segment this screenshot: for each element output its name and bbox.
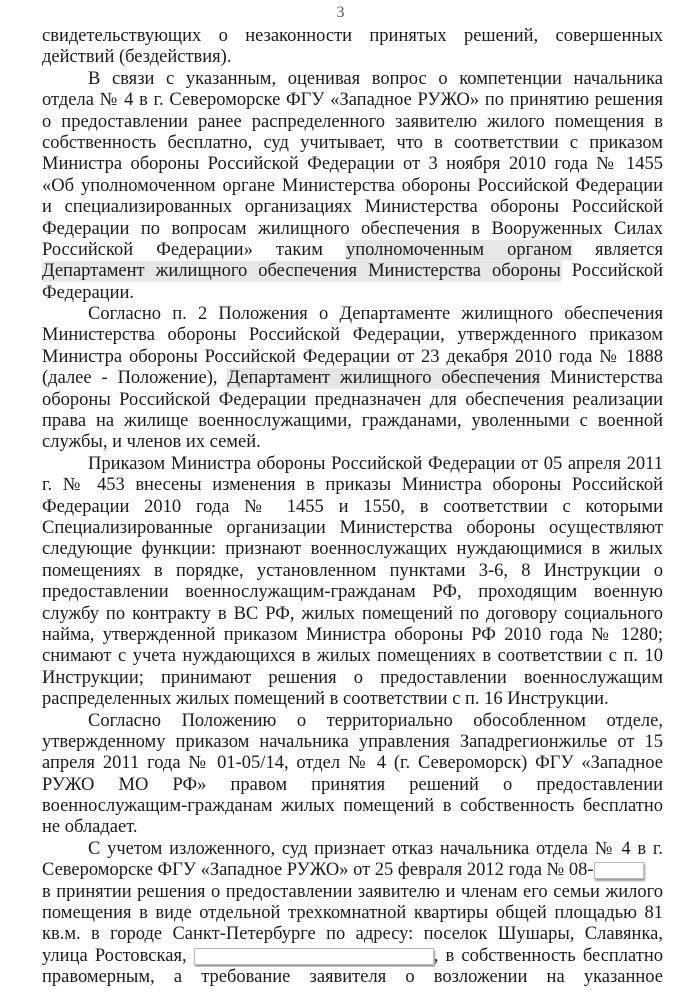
- text-line: [42, 625, 663, 646]
- text-segment: помещения в виде отдельной трехкомнатной квартиры общей площадью 81: [42, 903, 663, 924]
- text-segment: Министра обороны Российской Федерации от 3 ноября 2010 года № 1455: [42, 154, 663, 175]
- text-line: [42, 90, 663, 111]
- text-line: [42, 775, 663, 796]
- redaction-box: [594, 862, 644, 879]
- text-line: [42, 133, 663, 154]
- text-segment: помещениях в порядке, установленном пунктами 3-6, 8 Инструкции о: [42, 560, 663, 581]
- text-segment: Российской: [560, 261, 663, 282]
- text-line: [42, 432, 663, 453]
- text-line: [42, 924, 663, 945]
- text-segment: утвержденному приказом начальника управления Западрегионжилье от 15: [42, 731, 663, 752]
- text-segment: В связи с указанным, оценивая вопрос о компетенции начальника: [88, 68, 663, 89]
- text-segment: Министерства обороны Российской Федерации, утвержденного приказом: [42, 325, 663, 346]
- highlighted-text: Департамент жилищного обеспечения: [227, 368, 541, 389]
- text-line: [42, 197, 663, 218]
- text-line: [42, 860, 663, 881]
- text-line: [42, 817, 663, 838]
- text-segment: С учетом изложенного, суд признает отказ начальника отдела № 4 в г.: [88, 838, 663, 859]
- text-line: [42, 882, 663, 903]
- paragraph: [42, 839, 663, 989]
- text-line: [42, 411, 663, 432]
- text-segment: Согласно Положению о территориально обособленном отделе,: [88, 710, 663, 731]
- text-line: [42, 112, 663, 133]
- text-line: [42, 475, 663, 496]
- text-segment: правомерным, а требование заявителя о возложении на указанное: [42, 967, 663, 988]
- text-line: [42, 454, 663, 475]
- text-line: [42, 368, 663, 389]
- text-line: [42, 325, 663, 346]
- text-segment: службу по контракту в ВС РФ, жилых помещений по договору социального: [42, 603, 663, 624]
- text-line: [42, 539, 663, 560]
- paragraph: [42, 69, 663, 304]
- text-line: [42, 646, 663, 667]
- text-line: [42, 283, 663, 304]
- page-number: 3: [336, 4, 345, 21]
- text-line: [42, 967, 663, 988]
- text-segment: снимают с учета нуждающихся в жилых помещениях в соответствии с п. 10: [42, 646, 663, 667]
- text-segment: действий (бездействия).: [42, 47, 232, 68]
- text-line: [42, 604, 663, 625]
- text-segment: , в собственность бесплатно: [433, 945, 663, 966]
- text-segment: права на жилище военнослужащими, гражданами, уволенными с военной: [42, 411, 663, 432]
- text-segment: «Об уполномоченном органе Министерства обороны Российской Федерации: [42, 175, 663, 196]
- text-line: [42, 903, 663, 924]
- text-line: [42, 518, 663, 539]
- text-segment: Федерации.: [42, 282, 134, 303]
- text-segment: о предоставлении ранее распределенного заявителю жилого помещения в: [42, 111, 663, 132]
- text-segment: не обладает.: [42, 817, 138, 838]
- text-segment: Специализированные организации Министерства обороны осуществляют: [42, 517, 663, 538]
- text-segment: и специализированных организациях Министерства обороны Российской: [42, 197, 663, 218]
- text-line: [42, 711, 663, 732]
- text-segment: следующие функции: признают военнослужащих нуждающимися в жилых: [42, 539, 663, 560]
- text-line: [42, 753, 663, 774]
- text-line: [42, 561, 663, 582]
- paragraph: [42, 304, 663, 454]
- text-segment: (далее - Положение),: [42, 368, 228, 389]
- text-line: [42, 946, 663, 967]
- text-line: [42, 26, 663, 47]
- text-line: [42, 347, 663, 368]
- text-segment: Инструкции; принимают решения о предоставлении военнослужащим: [42, 667, 663, 688]
- text-line: [42, 219, 663, 240]
- text-line: [42, 732, 663, 753]
- text-line: [42, 668, 663, 689]
- text-segment: обороны Российской Федерации предназначен для обеспечения реализации: [42, 389, 663, 410]
- text-segment: кв.м. в городе Санкт-Петербурге по адресу: поселок Шушары, Славянка,: [42, 924, 663, 945]
- text-line: [42, 304, 663, 325]
- text-line: [42, 796, 663, 817]
- text-line: [42, 69, 663, 90]
- text-segment: в принятии решения о предоставлении заявителю и членам его семьи жилого: [42, 881, 663, 902]
- text-line: [42, 582, 663, 603]
- text-segment: Федерации 2010 года № 1455 и 1550, в соответствии с которыми: [42, 496, 663, 517]
- paragraph: [42, 26, 663, 69]
- text-line: [42, 176, 663, 197]
- text-segment: Приказом Министра обороны Российской Федерации от 05 апреля 2011: [88, 453, 663, 474]
- redaction-box: [194, 948, 434, 965]
- text-segment: Министра обороны Российской Федерации от 23 декабря 2010 года № 1888: [42, 346, 663, 367]
- text-segment: собственность бесплатно, суд учитывает, что в соответствии с приказом: [42, 132, 663, 153]
- text-segment: РУЖО МО РФ» правом принятия решений о предоставлении: [42, 774, 663, 795]
- paragraph: [42, 711, 663, 839]
- text-segment: Российской Федерации» таким: [42, 239, 347, 260]
- text-segment: Министерства: [540, 368, 663, 389]
- text-segment: распределенных жилых помещений в соответствии с п. 16 Инструкции.: [42, 689, 609, 710]
- text-line: [42, 261, 663, 282]
- highlighted-text: уполномоченным органом: [346, 239, 572, 260]
- paragraph: [42, 454, 663, 711]
- text-line: [42, 390, 663, 411]
- text-segment: найма, утвержденной приказом Министра обороны РФ 2010 года № 1280;: [42, 624, 663, 645]
- text-segment: военнослужащим-гражданам жилых помещений в собственность бесплатно: [42, 796, 663, 817]
- text-segment: Федерации по вопросам жилищного обеспечения в Вооруженных Силах: [42, 218, 663, 239]
- text-line: [42, 154, 663, 175]
- text-line: [42, 497, 663, 518]
- text-segment: улица Ростовская,: [42, 945, 194, 966]
- text-segment: г. № 453 внесены изменения в приказы Министра обороны Российской: [42, 475, 663, 496]
- text-line: [42, 47, 663, 68]
- text-line: [42, 839, 663, 860]
- highlighted-text: Департамент жилищного обеспечения Министерства обороны: [42, 261, 561, 282]
- text-segment: Согласно п. 2 Положения о Департаменте жилищного обеспечения: [88, 304, 663, 325]
- text-line: [42, 240, 663, 261]
- text-segment: Североморске ФГУ «Западное РУЖО» от 25 февраля 2012 года № 08-: [42, 860, 594, 881]
- text-segment: отдела № 4 в г. Североморске ФГУ «Западное РУЖО» по принятию решения: [42, 90, 663, 111]
- document-body: [42, 26, 663, 989]
- text-segment: апреля 2011 года № 01-05/14, отдел № 4 (г. Североморск) ФГУ «Западное: [42, 753, 663, 774]
- text-segment: предоставлении военнослужащим-гражданам РФ, проходящим военную: [42, 582, 663, 603]
- text-line: [42, 689, 663, 710]
- text-segment: является: [571, 239, 663, 260]
- text-segment: службы, и членов их семей.: [42, 432, 261, 453]
- text-segment: свидетельствующих о незаконности принятых решений, совершенных: [42, 26, 663, 46]
